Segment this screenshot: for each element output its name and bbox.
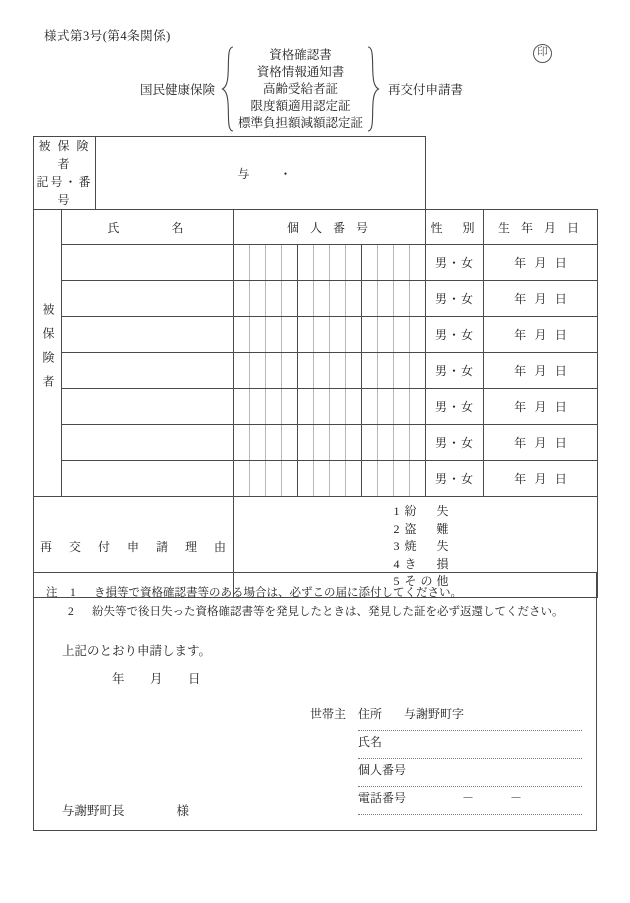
insured-section-label-text: 被保険者	[41, 303, 55, 399]
mynumber-digit[interactable]	[346, 281, 362, 316]
cell-name[interactable]	[62, 389, 234, 425]
note-text: き損等で資格確認書等のある場合は、必ずこの届に添付してください。	[94, 587, 462, 599]
cell-sex[interactable]: 男・女	[426, 317, 484, 353]
insured-section-label	[34, 210, 62, 497]
cell-name[interactable]	[62, 425, 234, 461]
mynumber-digit[interactable]	[314, 425, 330, 460]
spacer-cell-a	[426, 137, 484, 210]
tel-dash-1: －	[462, 791, 475, 805]
note-number: 2	[68, 606, 74, 618]
insured-number-row	[34, 137, 598, 210]
mynumber-digit[interactable]	[346, 425, 362, 460]
application-statement: 上記のとおり申請します。	[62, 644, 212, 658]
dob-year-label: 年	[514, 328, 527, 342]
dob-day-label: 日	[554, 328, 567, 342]
application-title-label: 再交付申請書	[388, 83, 464, 97]
mynumber-digit[interactable]	[346, 317, 362, 352]
mynumber-digit[interactable]	[282, 389, 298, 424]
cell-mynumber[interactable]	[234, 425, 426, 461]
reason-option-label: 焼 失	[404, 539, 453, 553]
householder-address-value[interactable]: 与謝野町字	[404, 707, 465, 721]
mynumber-digit[interactable]	[362, 461, 378, 496]
reason-option-3[interactable]	[244, 556, 597, 574]
mynumber-digit-grid	[234, 425, 425, 460]
dob-month-label: 月	[534, 292, 547, 306]
cell-name[interactable]	[62, 353, 234, 389]
mynumber-digit[interactable]	[234, 317, 250, 352]
mynumber-digit[interactable]	[330, 389, 346, 424]
mynumber-digit[interactable]	[250, 389, 266, 424]
cell-name[interactable]	[62, 461, 234, 497]
householder-tel-label: 電話番号	[358, 791, 407, 805]
cell-sex[interactable]: 男・女	[426, 461, 484, 497]
reason-option-number: 4	[393, 556, 400, 571]
mynumber-digit[interactable]	[266, 353, 282, 388]
table-row	[34, 281, 598, 317]
insured-number-label-line1: 被 保 険 者	[38, 139, 91, 171]
dob-day-label: 日	[554, 256, 567, 270]
mynumber-digit[interactable]	[234, 245, 250, 280]
householder-title: 世帯主	[310, 707, 347, 721]
reason-label: 再 交 付 申 請 理 由	[34, 497, 234, 598]
cell-birthdate[interactable]	[484, 317, 598, 353]
mynumber-digit[interactable]	[362, 245, 378, 280]
mynumber-digit[interactable]	[410, 461, 425, 496]
mynumber-digit[interactable]	[314, 353, 330, 388]
note-item-2	[68, 604, 564, 620]
reason-option-label: 紛 失	[404, 504, 453, 518]
date-day-label: 日	[188, 672, 201, 686]
cell-mynumber[interactable]	[234, 461, 426, 497]
mynumber-digit[interactable]	[362, 281, 378, 316]
document-type-3: 限度額適用認定証	[250, 98, 351, 113]
mynumber-digit[interactable]	[314, 317, 330, 352]
insured-persons-table	[33, 136, 598, 598]
cell-mynumber[interactable]	[234, 389, 426, 425]
mynumber-digit[interactable]	[298, 389, 314, 424]
reason-option-1[interactable]	[244, 521, 597, 539]
mynumber-digit[interactable]	[234, 353, 250, 388]
dob-month-label: 月	[534, 328, 547, 342]
mynumber-digit[interactable]	[410, 245, 425, 280]
insured-number-label	[34, 137, 96, 210]
column-header-mynumber: 個 人 番 号	[234, 210, 426, 245]
cell-birthdate[interactable]	[484, 425, 598, 461]
mynumber-digit[interactable]	[234, 281, 250, 316]
dob-year-label: 年	[514, 436, 527, 450]
table-row	[34, 353, 598, 389]
reason-option-number: 5	[393, 574, 400, 588]
mynumber-digit[interactable]	[330, 353, 346, 388]
mynumber-digit[interactable]	[314, 461, 330, 496]
householder-mynumber-label: 個人番号	[358, 763, 407, 777]
mynumber-digit-grid	[234, 353, 425, 388]
mynumber-digit[interactable]	[282, 317, 298, 352]
dob-day-label: 日	[554, 364, 567, 378]
mynumber-digit[interactable]	[378, 245, 394, 280]
mynumber-digit[interactable]	[330, 461, 346, 496]
mynumber-digit[interactable]	[250, 353, 266, 388]
mynumber-digit[interactable]	[282, 461, 298, 496]
mynumber-digit-grid	[234, 281, 425, 316]
mynumber-digit[interactable]	[250, 281, 266, 316]
mynumber-digit[interactable]	[410, 425, 425, 460]
table-row	[34, 245, 598, 281]
mynumber-digit[interactable]	[298, 317, 314, 352]
mynumber-digit[interactable]	[298, 281, 314, 316]
mynumber-digit[interactable]	[234, 389, 250, 424]
mynumber-digit[interactable]	[410, 389, 425, 424]
seal-stamp-icon: 印	[533, 44, 552, 63]
left-brace-icon	[221, 45, 235, 133]
reason-option-0[interactable]	[244, 503, 597, 521]
mynumber-digit[interactable]	[346, 353, 362, 388]
cell-mynumber[interactable]	[234, 317, 426, 353]
mynumber-digit[interactable]	[394, 281, 410, 316]
reason-option-label: 盗 難	[404, 521, 453, 536]
mynumber-digit[interactable]	[234, 425, 250, 460]
mynumber-digit[interactable]	[410, 281, 425, 316]
mynumber-digit[interactable]	[250, 461, 266, 496]
dob-day-label: 日	[554, 400, 567, 414]
document-type-4: 標準負担額減額認定証	[238, 115, 364, 130]
cell-name[interactable]	[62, 281, 234, 317]
cell-birthdate[interactable]	[484, 245, 598, 281]
mynumber-digit[interactable]	[330, 425, 346, 460]
mynumber-digit-grid	[234, 389, 425, 424]
table-row	[34, 461, 598, 497]
mynumber-digit[interactable]	[266, 389, 282, 424]
mynumber-digit[interactable]	[362, 425, 378, 460]
insurance-scheme-label: 国民健康保険	[140, 83, 216, 97]
mynumber-digit[interactable]	[410, 317, 425, 352]
mynumber-digit[interactable]	[282, 281, 298, 316]
reason-option-number: 3	[393, 539, 400, 553]
dob-month-label: 月	[534, 364, 547, 378]
note-item-1	[46, 585, 462, 601]
mynumber-digit[interactable]	[314, 245, 330, 280]
cell-name[interactable]	[62, 245, 234, 281]
reason-option-number: 2	[393, 521, 400, 536]
mynumber-digit-grid	[234, 461, 425, 496]
mynumber-digit[interactable]	[394, 317, 410, 352]
date-month-label: 月	[150, 672, 163, 686]
mynumber-digit[interactable]	[250, 245, 266, 280]
reason-option-label: き 損	[404, 556, 453, 571]
mynumber-digit[interactable]	[362, 317, 378, 352]
table-row	[34, 389, 598, 425]
mynumber-digit[interactable]	[378, 461, 394, 496]
reason-option-label: その他	[404, 574, 453, 588]
column-header-name: 氏 名	[62, 210, 234, 245]
cell-sex[interactable]: 男・女	[426, 281, 484, 317]
mynumber-digit[interactable]	[362, 353, 378, 388]
mynumber-digit[interactable]	[410, 353, 425, 388]
dob-month-label: 月	[534, 256, 547, 270]
cell-mynumber[interactable]	[234, 353, 426, 389]
mynumber-digit[interactable]	[266, 425, 282, 460]
dob-year-label: 年	[514, 256, 527, 270]
cell-mynumber[interactable]	[234, 281, 426, 317]
mynumber-digit[interactable]	[250, 317, 266, 352]
note-text: 紛失等で後日失った資格確認書等を発見したときは、発見した証を必ず返還してください。	[92, 606, 564, 618]
dob-month-label: 月	[534, 400, 547, 414]
cell-birthdate[interactable]	[484, 281, 598, 317]
cell-sex[interactable]: 男・女	[426, 353, 484, 389]
reason-option-2[interactable]	[244, 538, 597, 556]
document-type-list	[235, 47, 366, 132]
householder-fields	[358, 703, 582, 815]
addressee-honorific: 様	[176, 804, 190, 818]
mynumber-digit[interactable]	[394, 353, 410, 388]
reason-option-number: 1	[393, 504, 400, 518]
mynumber-digit[interactable]	[314, 281, 330, 316]
mynumber-digit[interactable]	[282, 353, 298, 388]
table-row	[34, 317, 598, 353]
mynumber-digit[interactable]	[394, 425, 410, 460]
mynumber-digit[interactable]	[282, 425, 298, 460]
dob-day-label: 日	[554, 472, 567, 486]
mynumber-digit[interactable]	[282, 245, 298, 280]
mynumber-digit[interactable]	[330, 281, 346, 316]
cell-birthdate[interactable]	[484, 461, 598, 497]
mynumber-digit[interactable]	[234, 461, 250, 496]
document-type-2: 高齢受給者証	[263, 81, 339, 96]
cell-birthdate[interactable]	[484, 389, 598, 425]
mynumber-digit[interactable]	[298, 245, 314, 280]
insured-number-label-line2: 記号・番号	[36, 175, 93, 207]
insured-number-value[interactable]: 与 ・	[96, 137, 426, 210]
mynumber-digit[interactable]	[346, 245, 362, 280]
mynumber-digit[interactable]	[394, 461, 410, 496]
cell-mynumber[interactable]	[234, 245, 426, 281]
mynumber-digit[interactable]	[378, 281, 394, 316]
notes-and-signature-box	[33, 572, 597, 831]
document-type-1: 資格情報通知書	[256, 64, 345, 79]
mynumber-digit[interactable]	[250, 425, 266, 460]
mynumber-digit[interactable]	[346, 461, 362, 496]
mynumber-digit[interactable]	[378, 389, 394, 424]
cell-sex[interactable]: 男・女	[426, 389, 484, 425]
mynumber-digit-grid	[234, 245, 425, 280]
mynumber-digit[interactable]	[266, 461, 282, 496]
mynumber-digit[interactable]	[378, 317, 394, 352]
note-number: 1	[70, 587, 76, 599]
mynumber-digit[interactable]	[298, 425, 314, 460]
cell-birthdate[interactable]	[484, 353, 598, 389]
date-year-label: 年	[112, 672, 125, 686]
addressee-line	[62, 801, 189, 819]
mynumber-digit[interactable]	[330, 317, 346, 352]
dob-month-label: 月	[534, 472, 547, 486]
table-header-row	[34, 210, 598, 245]
dob-year-label: 年	[514, 364, 527, 378]
right-brace-icon	[366, 45, 380, 133]
tel-dash-2: －	[510, 791, 523, 805]
mynumber-digit[interactable]	[266, 245, 282, 280]
mynumber-digit[interactable]	[346, 389, 362, 424]
cell-name[interactable]	[62, 317, 234, 353]
note-prefix: 注	[46, 587, 58, 599]
mynumber-digit[interactable]	[266, 317, 282, 352]
dob-year-label: 年	[514, 292, 527, 306]
mynumber-digit[interactable]	[378, 425, 394, 460]
spacer-cell-b	[484, 137, 598, 210]
addressee-office: 与謝野町長	[62, 804, 125, 818]
dob-month-label: 月	[534, 436, 547, 450]
mynumber-digit-grid	[234, 317, 425, 352]
mynumber-digit[interactable]	[394, 389, 410, 424]
householder-tel-row[interactable]	[358, 787, 582, 815]
mynumber-digit[interactable]	[394, 245, 410, 280]
column-header-birthdate: 生 年 月 日	[484, 210, 598, 245]
cell-sex[interactable]: 男・女	[426, 245, 484, 281]
householder-mynumber-row[interactable]	[358, 759, 582, 787]
cell-sex[interactable]: 男・女	[426, 425, 484, 461]
householder-address-label: 住所	[358, 707, 383, 721]
mynumber-digit[interactable]	[298, 461, 314, 496]
mynumber-digit[interactable]	[298, 353, 314, 388]
mynumber-digit[interactable]	[378, 353, 394, 388]
form-code-label: 様式第3号(第4条関係)	[44, 29, 171, 43]
dob-day-label: 日	[554, 436, 567, 450]
column-header-sex: 性 別	[426, 210, 484, 245]
document-type-0: 資格確認書	[269, 47, 332, 62]
householder-name-label: 氏名	[358, 735, 383, 749]
form-title-block	[140, 44, 540, 134]
mynumber-digit[interactable]	[266, 281, 282, 316]
dob-year-label: 年	[514, 472, 527, 486]
mynumber-digit[interactable]	[314, 389, 330, 424]
application-date-line[interactable]	[112, 669, 226, 687]
dob-day-label: 日	[554, 292, 567, 306]
mynumber-digit[interactable]	[362, 389, 378, 424]
mynumber-digit[interactable]	[330, 245, 346, 280]
householder-address-row[interactable]	[358, 703, 582, 731]
table-row	[34, 425, 598, 461]
householder-name-row[interactable]	[358, 731, 582, 759]
dob-year-label: 年	[514, 400, 527, 414]
